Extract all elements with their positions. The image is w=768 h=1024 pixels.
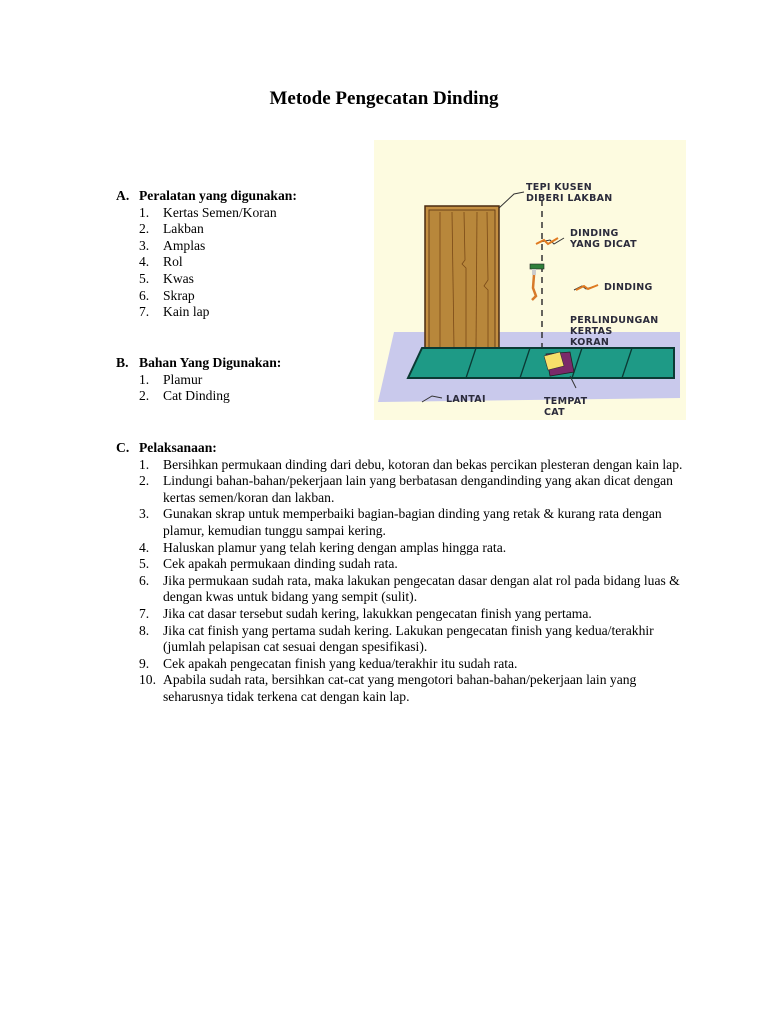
section-heading [116,440,686,457]
list-item: 1. Bersihkan permukaan dinding dari debu, kotoran dan bekas percikan plesteran dengan kain lap. [139,456,683,472]
section-heading [116,188,366,205]
list-item: 10. Apabila sudah rata, bersihkan cat-cat yang mengotori bahan-bahan/pekerjaan lain yang seharusnya tidak terkena cat dengan kain lap. [139,672,637,704]
label-tempat-cat: TEMPAT [544,396,588,407]
list-item: 6. Jika permukaan sudah rata, maka lakukan pengecatan dasar dengan alat rol pada bidang luas & dengan kwas untuk bidang yang sempit (sulit). [139,572,680,605]
page-title: Metode Pengecatan Dinding [269,88,499,109]
section-peralatan [116,188,366,321]
list-item: 7. Jika cat dasar tersebut sudah kering, lakukkan pengecatan finish yang pertama. [139,605,592,621]
door [429,210,495,350]
list-item: 7. Kain lap [139,304,210,320]
section-title: Peralatan yang digunakan: [139,188,297,203]
wall-painting-illustration [374,140,686,420]
list-item: 5. Cek apakah permukaan dinding sudah rata. [139,556,398,572]
label-perlindungan: KORAN [570,337,610,348]
label-dinding: DINDING [604,282,653,293]
label-tepi-kusen: DIBERI LAKBAN [526,193,613,204]
list-item: 1. Kertas Semen/Koran [139,204,277,220]
list-item: 4. Rol [139,254,183,270]
section-letter: C. [116,440,130,455]
section-pelaksanaan [116,440,686,706]
list-item: 2. Lakban [139,221,204,237]
label-dinding-dicat: YANG DICAT [570,239,637,250]
label-tempat-cat: CAT [544,407,565,418]
section-title: Pelaksanaan: [139,440,217,455]
section-bahan [116,355,366,405]
section-letter: A. [116,188,130,203]
list-item: 1. Plamur [139,371,203,387]
section-letter: B. [116,355,129,370]
label-perlindungan: PERLINDUNGAN [570,315,659,326]
protective-paper [408,348,674,378]
list-item: 9. Cek apakah pengecatan finish yang kedua/terakhir itu sudah rata. [139,655,518,671]
list-item: 3. Gunakan skrap untuk memperbaiki bagian-bagian dinding yang retak & kurang rata dengan plamur, kemudian tunggu sampai kering. [139,506,662,538]
list-item: 5. Kwas [139,270,194,286]
label-lantai: LANTAI [446,394,486,405]
list-item: 4. Haluskan plamur yang telah kering dengan amplas hingga rata. [139,539,507,555]
label-perlindungan: KERTAS [570,326,613,337]
list-item: 2. Lindungi bahan-bahan/pekerjaan lain yang berbatasan dengandinding yang akan dicat dengan kertas semen/koran dan lakban. [139,473,673,505]
section-heading [116,355,366,372]
list-item: 6. Skrap [139,287,195,303]
label-dinding-dicat: DINDING [570,228,619,239]
list-item: 3. Amplas [139,237,206,253]
list-item: 8. Jika cat finish yang pertama sudah kering. Lakukan pengecatan finish yang kedua/terakhir (jumlah pelapisan cat sesuai dengan spesifikasi). [139,622,654,655]
label-tepi-kusen: TEPI KUSEN [526,182,592,193]
list-item: 2. Cat Dinding [139,388,230,404]
section-title: Bahan Yang Digunakan: [139,355,282,370]
